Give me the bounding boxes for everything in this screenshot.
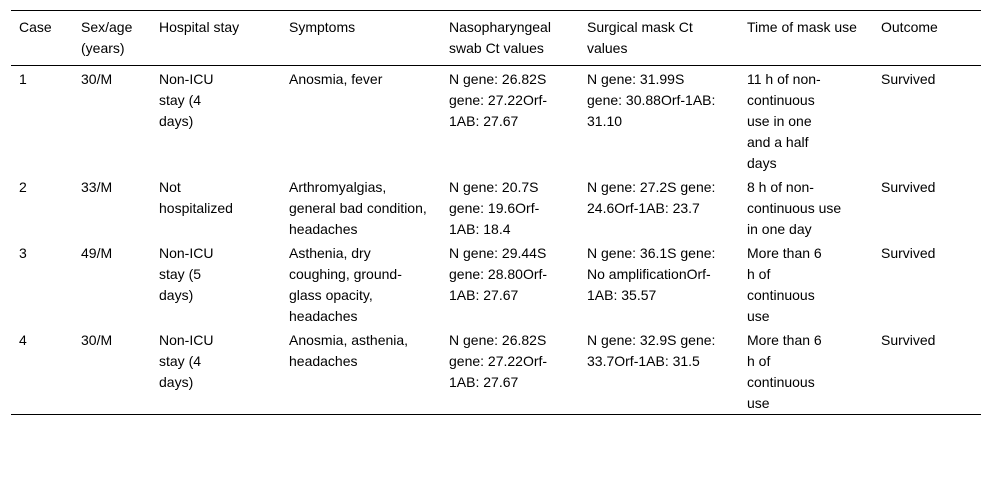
cell-time-of-mask-use: More than 6 h of continuous use: [747, 332, 822, 411]
cell-symptoms: Anosmia, asthenia, headaches: [289, 332, 409, 369]
case-table: [11, 10, 981, 415]
cell-symptoms: Anosmia, fever: [289, 71, 383, 87]
table-header-row: [11, 11, 981, 66]
cell-case: 4: [19, 332, 27, 348]
table-row: [11, 240, 981, 327]
table-row: [11, 174, 981, 240]
cell-nasopharyngeal: N gene: 29.44S gene: 28.80Orf-1AB: 27.67: [449, 245, 548, 303]
cell-sex-age: 49/M: [81, 245, 113, 261]
header-case: Case: [19, 19, 52, 35]
cell-nasopharyngeal: N gene: 26.82S gene: 27.22Orf-1AB: 27.67: [449, 332, 548, 390]
header-hospital-stay: Hospital stay: [159, 19, 240, 35]
cell-surgical-mask: N gene: 31.99S gene: 30.88Orf-1AB: 31.10: [587, 71, 716, 129]
cell-surgical-mask: N gene: 36.1S gene: No amplificationOrf-1AB: 35.57: [587, 245, 716, 303]
cell-outcome: Survived: [881, 71, 936, 87]
cell-sex-age: 30/M: [81, 71, 113, 87]
header-sex-age: Sex/age (years): [81, 19, 133, 56]
cell-symptoms: Asthenia, dry coughing, ground-glass opacity, headaches: [289, 245, 402, 324]
cell-surgical-mask: N gene: 27.2S gene: 24.6Orf-1AB: 23.7: [587, 179, 716, 216]
cell-hospital-stay: Non-ICU stay (4 days): [159, 71, 214, 129]
cell-sex-age: 30/M: [81, 332, 113, 348]
table-row: [11, 327, 981, 415]
cell-case: 3: [19, 245, 27, 261]
cell-outcome: Survived: [881, 332, 936, 348]
cell-sex-age: 33/M: [81, 179, 113, 195]
cell-time-of-mask-use: 11 h of non-continuous use in one and a half days: [747, 71, 821, 171]
header-symptoms: Symptoms: [289, 19, 356, 35]
header-outcome: Outcome: [881, 19, 938, 35]
table-row: [11, 66, 981, 175]
cell-case: 1: [19, 71, 27, 87]
cell-hospital-stay: Non-ICU stay (5 days): [159, 245, 214, 303]
cell-surgical-mask: N gene: 32.9S gene: 33.7Orf-1AB: 31.5: [587, 332, 716, 369]
cell-hospital-stay: Non-ICU stay (4 days): [159, 332, 214, 390]
cell-symptoms: Arthromyalgias, general bad condition, headaches: [289, 179, 427, 237]
cell-time-of-mask-use: More than 6 h of continuous use: [747, 245, 822, 324]
cell-nasopharyngeal: N gene: 20.7S gene: 19.6Orf-1AB: 18.4: [449, 179, 540, 237]
header-nasopharyngeal: Nasopharyngeal swab Ct values: [449, 19, 551, 56]
cell-case: 2: [19, 179, 27, 195]
cell-outcome: Survived: [881, 245, 936, 261]
cell-nasopharyngeal: N gene: 26.82S gene: 27.22Orf-1AB: 27.67: [449, 71, 548, 129]
header-time-of-mask-use: Time of mask use: [747, 19, 857, 35]
cell-outcome: Survived: [881, 179, 936, 195]
cell-hospital-stay: Not hospitalized: [159, 179, 233, 216]
cell-time-of-mask-use: 8 h of non-continuous use in one day: [747, 179, 842, 237]
header-surgical-mask: Surgical mask Ct values: [587, 19, 693, 56]
